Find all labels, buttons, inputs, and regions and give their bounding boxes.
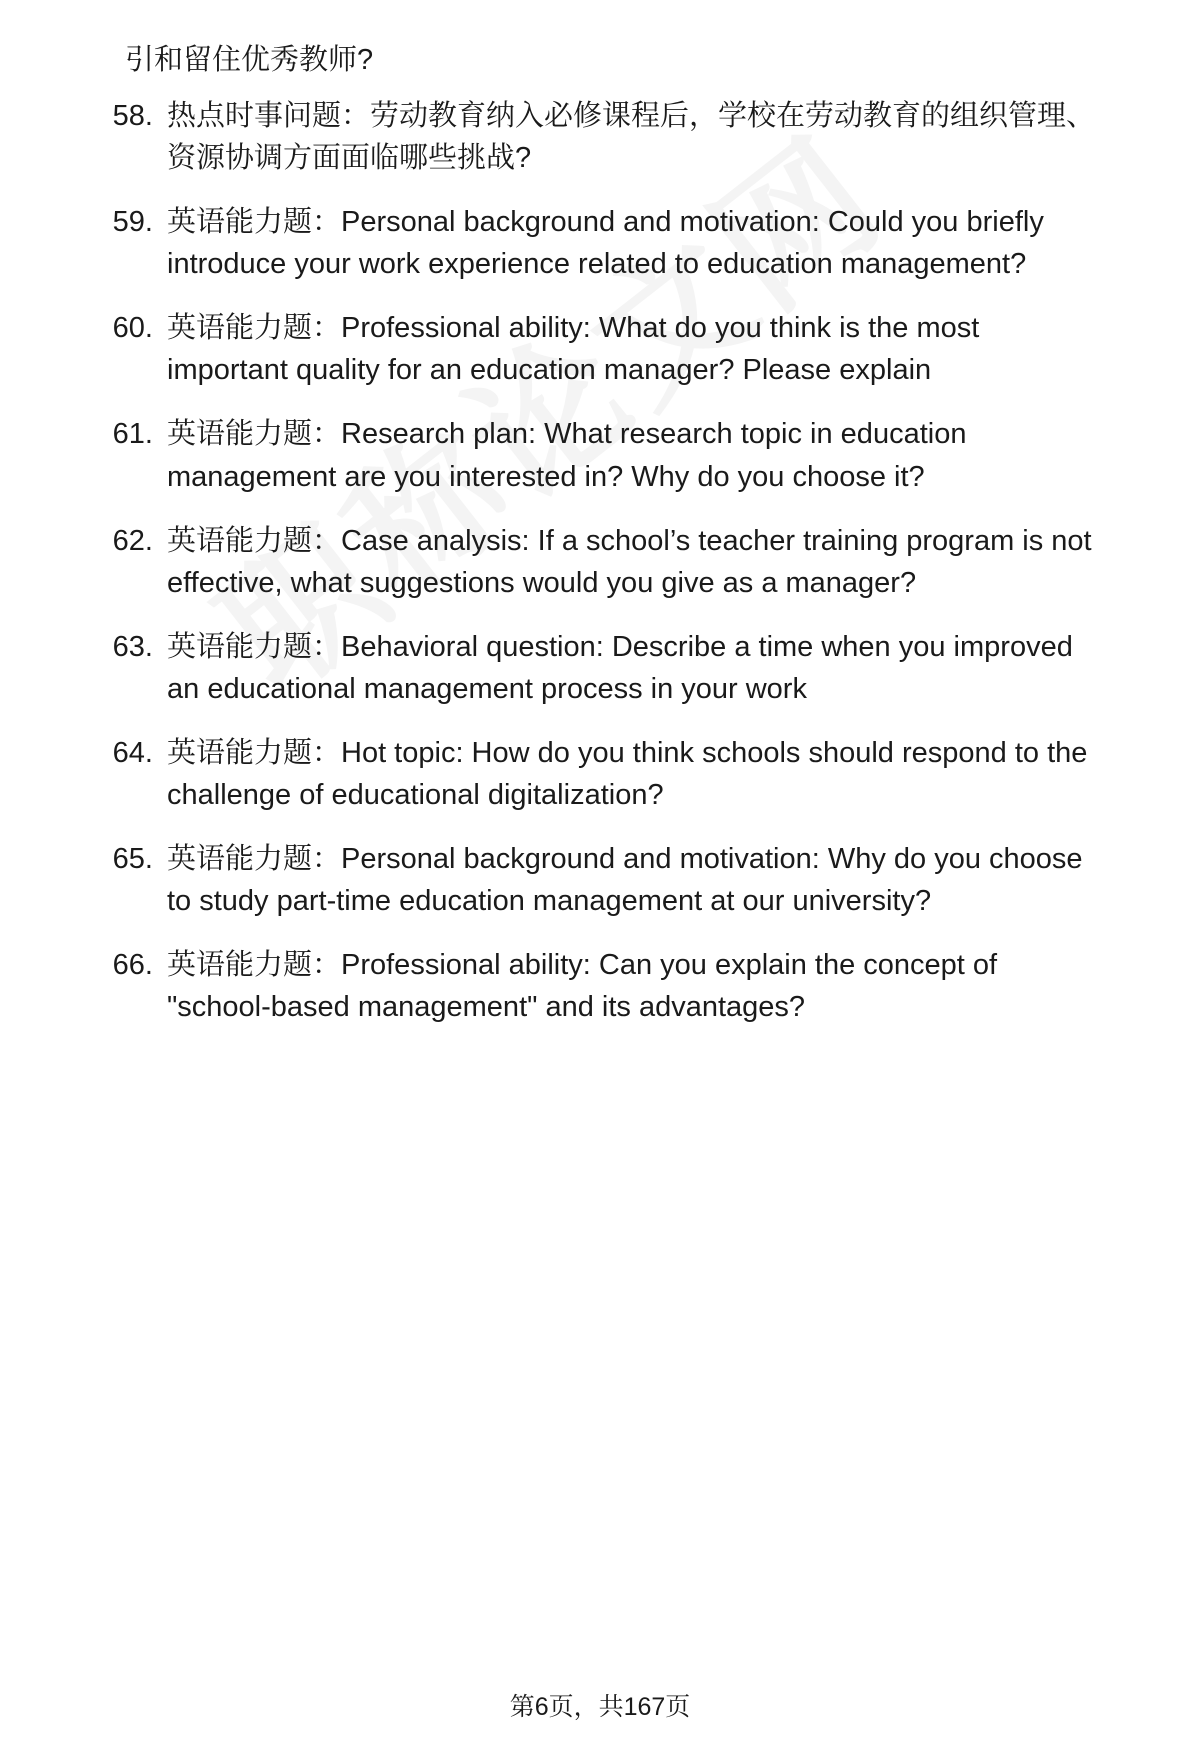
page-footer: 第6页，共167页 xyxy=(509,1693,691,1721)
question-number: 59. xyxy=(112,206,153,239)
question-number: 63. xyxy=(112,630,153,663)
question-text: 英语能力题：Professional ability: Can you explain the concept of "school-based management" and its advantages? xyxy=(167,948,998,1023)
question-number: 62. xyxy=(112,524,153,557)
question-number: 66. xyxy=(112,948,153,981)
question-text: 热点时事问题：劳动教育纳入必修课程后，学校在劳动教育的组织管理、资源协调方面面临哪些挑战? xyxy=(167,100,1096,175)
question-text: 英语能力题：Research plan: What research topic in education management are you interested in? Why do you choose it? xyxy=(167,418,967,493)
continued-paragraph: 引和留住优秀教师? xyxy=(125,44,374,76)
list-item xyxy=(105,732,1095,816)
list-item xyxy=(105,307,1095,391)
question-number: 64. xyxy=(112,736,153,769)
question-text: 英语能力题：Personal background and motivation: Could you briefly introduce your work experience related to education management? xyxy=(167,206,1044,281)
list-item xyxy=(105,944,1095,1028)
question-text: 英语能力题：Case analysis: If a school’s teacher training program is not effective, what suggestions would you give as a manager? xyxy=(167,524,1092,599)
question-number: 60. xyxy=(112,312,153,345)
list-item xyxy=(105,95,1095,179)
list-item xyxy=(105,626,1095,710)
list-item xyxy=(105,413,1095,497)
question-number: 65. xyxy=(112,842,153,875)
question-text: 英语能力题：Professional ability: What do you think is the most important quality for an education manager? Please explain xyxy=(167,312,980,387)
list-item xyxy=(105,520,1095,604)
question-number: 58. xyxy=(112,100,153,133)
question-number: 61. xyxy=(112,418,153,451)
question-text: 英语能力题：Personal background and motivation: Why do you choose to study part-time education management at our university? xyxy=(167,842,1083,917)
question-text: 英语能力题：Hot topic: How do you think schools should respond to the challenge of educational digitalization? xyxy=(167,736,1088,811)
page-content xyxy=(105,40,1095,1028)
question-text: 英语能力题：Behavioral question: Describe a time when you improved an educational management process in your work xyxy=(167,630,1073,705)
question-list xyxy=(105,95,1095,1028)
list-item xyxy=(105,201,1095,285)
list-item xyxy=(105,838,1095,922)
